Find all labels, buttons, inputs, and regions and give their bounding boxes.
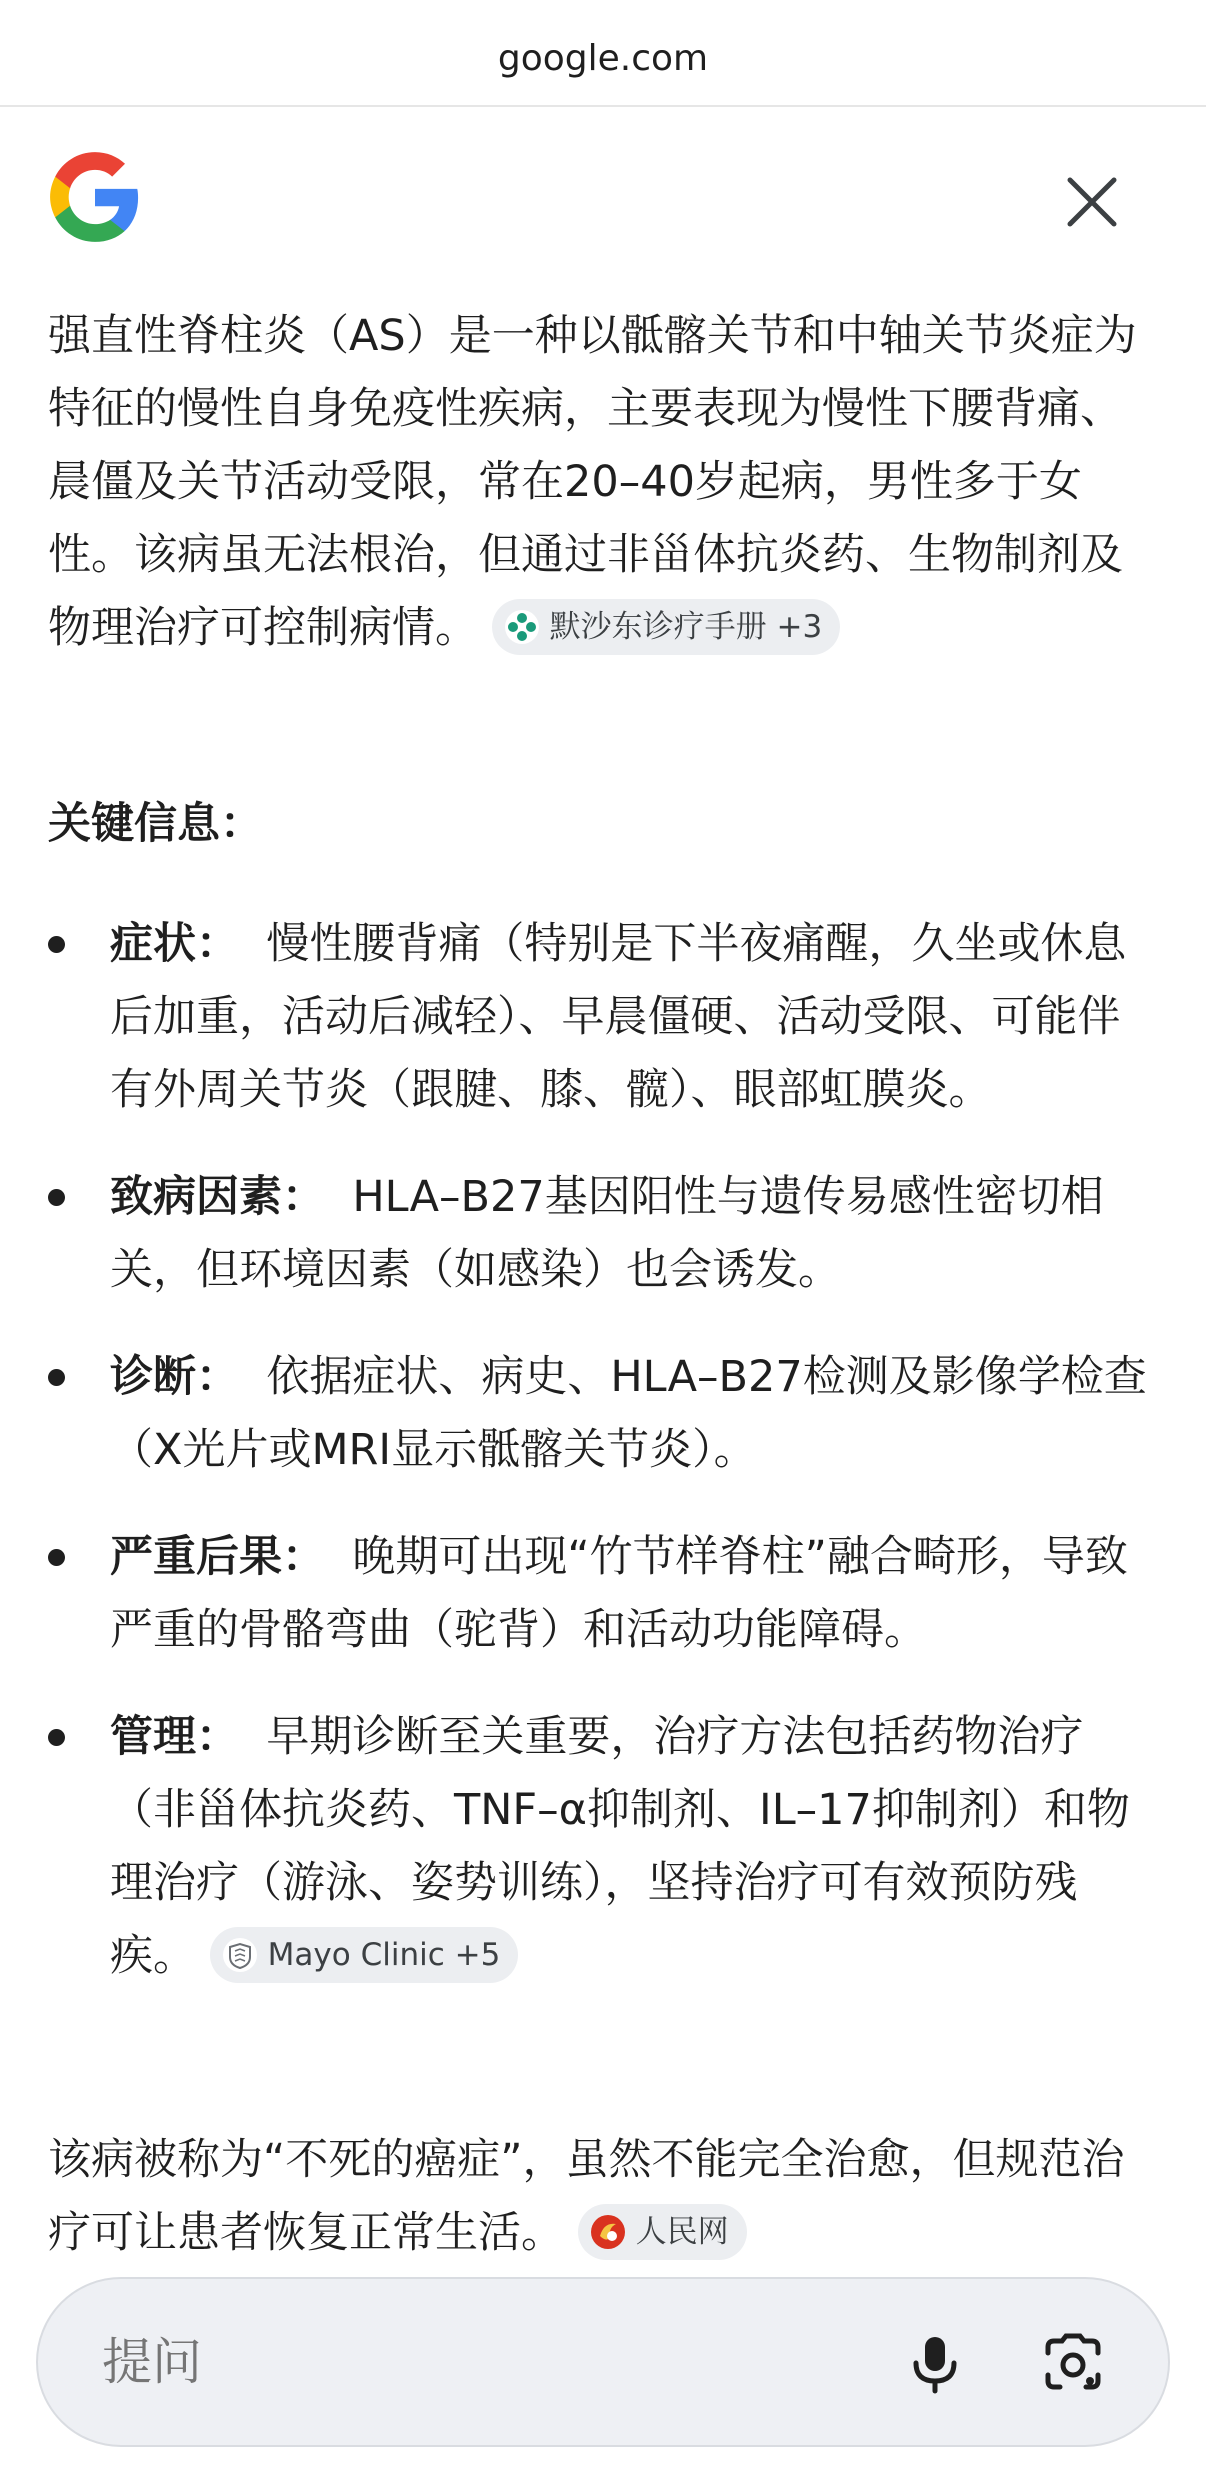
closing-paragraph [48,2124,1160,2270]
item-title: 致病因素： [110,1172,325,1222]
google-lens-icon[interactable] [1038,2329,1108,2399]
bullet-icon [48,1549,65,1566]
source-chip-msd[interactable] [492,599,841,655]
bullet-icon [48,1189,65,1206]
url-bar[interactable] [0,0,1206,107]
closing-text: 该病被称为“不死的癌症”，虽然不能完全治愈，但规范治疗可让患者恢复正常生活。 [48,2135,1125,2258]
peoples-daily-icon [590,2214,626,2250]
ai-overview [48,300,1160,2258]
item-text: 早期诊断至关重要，治疗方法包括药物治疗（非甾体抗炎药、TNF–α抑制剂、IL–17抑制剂）和物理治疗（游泳、姿势训练），坚持治疗可有效预防残疾。 [110,1712,1130,1981]
source-chip-mayo[interactable] [210,1927,519,1983]
item-text: HLA–B27基因阳性与遗传易感性密切相关，但环境因素（如感染）也会诱发。 [110,1172,1104,1295]
close-icon[interactable] [1062,172,1122,232]
source-chip-label: 默沙东诊疗手册 +3 [549,608,823,645]
intro-paragraph [48,300,1160,665]
ask-bar [36,2277,1170,2447]
source-chip-label: Mayo Clinic +5 [267,1936,501,1973]
bullet-icon [48,1729,65,1746]
key-info-heading: 关键信息： [48,799,263,849]
intro-text: 强直性脊柱炎（AS）是一种以骶髂关节和中轴关节炎症为特征的慢性自身免疫性疾病，主要表现为慢性下腰背痛、晨僵及关节活动受限，常在20–40岁起病，男性多于女性。该病虽无法根治，但通过非甾体抗炎药、生物制剂及物理治疗可控制病情。 [48,311,1137,653]
list-item [48,1521,1160,1667]
item-text: 晚期可出现“竹节样脊柱”融合畸形，导致严重的骨骼弯曲（驼背）和活动功能障碍。 [110,1532,1128,1655]
item-text: 依据症状、病史、HLA–B27检测及影像学检查（X光片或MRI显示骶髂关节炎）。 [110,1352,1147,1475]
bullet-icon [48,1369,65,1386]
msd-logo-icon [504,609,540,645]
item-text: 慢性腰背痛（特别是下半夜痛醒，久坐或休息后加重，活动后减轻）、早晨僵硬、活动受限、可能伴有外周关节炎（跟腱、膝、髋）、眼部虹膜炎。 [110,919,1127,1115]
ask-input[interactable] [100,2332,884,2392]
source-chip-peoples-daily[interactable] [578,2204,747,2260]
list-item [48,1161,1160,1307]
item-title: 严重后果： [110,1532,325,1582]
url-text: google.com [497,38,709,79]
list-item [48,1341,1160,1487]
list-item [48,1701,1160,1993]
list-item [48,908,1160,1127]
mayo-clinic-icon [222,1937,258,1973]
item-title: 症状： [110,919,239,969]
item-title: 诊断： [110,1352,239,1402]
item-title: 管理： [110,1712,239,1762]
google-logo-icon [46,148,144,246]
key-info-list [48,908,1160,1993]
source-chip-label: 人民网 [635,2213,729,2250]
microphone-icon[interactable] [900,2329,970,2399]
bullet-icon [48,936,65,953]
